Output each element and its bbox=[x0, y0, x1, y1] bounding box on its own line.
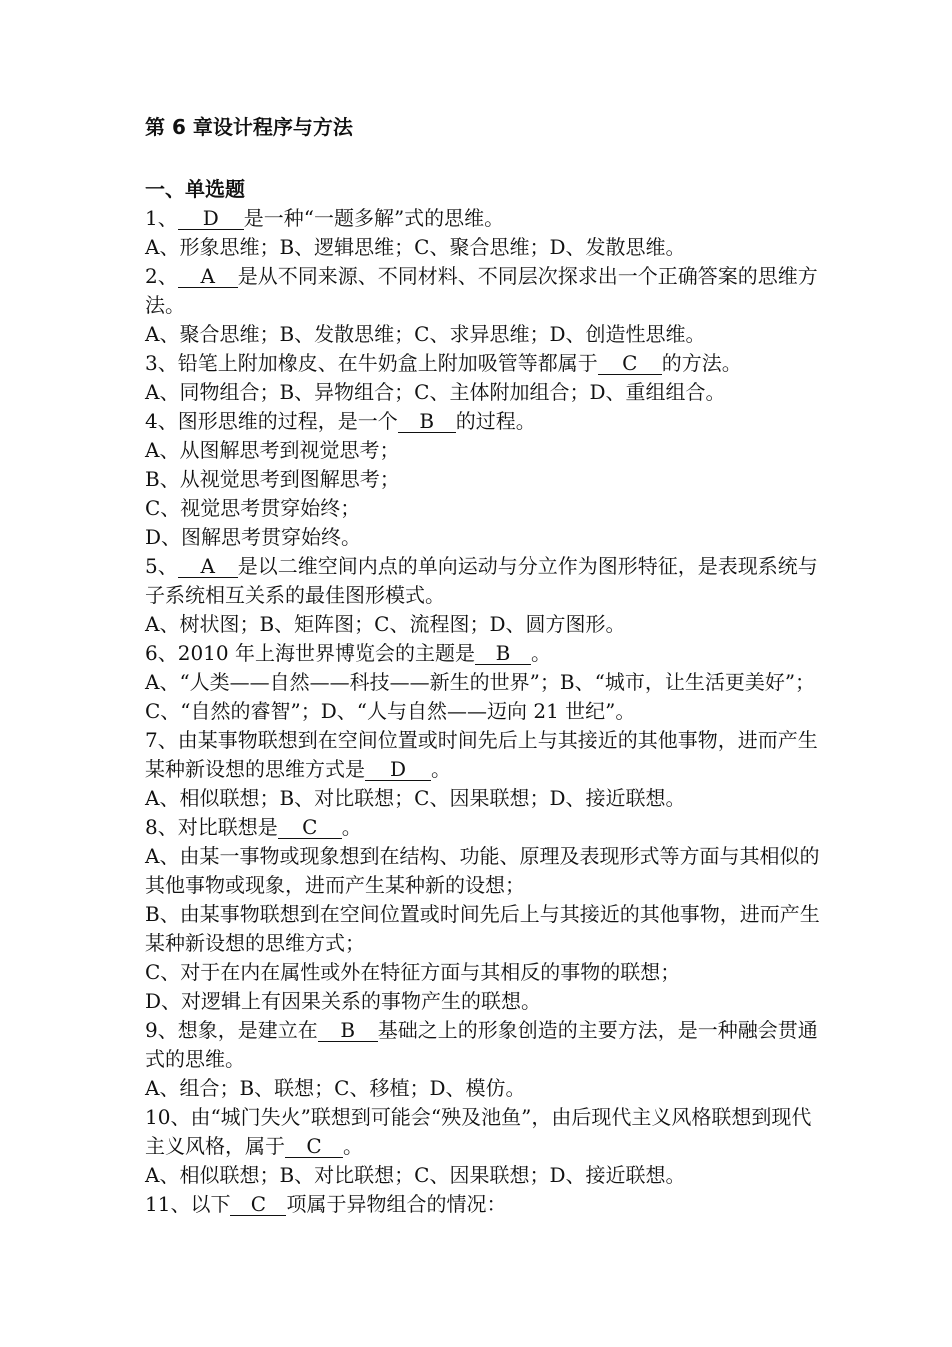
chapter-title: 第 6 章设计程序与方法 bbox=[145, 115, 353, 139]
option-line: C、视觉思考贯穿始终； bbox=[145, 496, 361, 520]
question-text: 。 bbox=[431, 757, 451, 781]
answer-blank: D bbox=[178, 207, 244, 230]
question-text: 2、 bbox=[145, 264, 178, 288]
question-text: 1、 bbox=[145, 206, 178, 230]
option-line: A、从图解思考到视觉思考； bbox=[145, 438, 400, 462]
question-text: 。 bbox=[341, 815, 362, 839]
question-text: 4、图形思维的过程，是一个 bbox=[145, 409, 398, 433]
question-9 bbox=[145, 1016, 825, 1074]
question-text: 8、对比联想是 bbox=[145, 815, 278, 839]
question-text: 10、由“城门失火”联想到可能会“殃及池鱼”，由后现代主义风格联想到现代主义风格，属于 bbox=[145, 1105, 812, 1158]
question-text: 。 bbox=[530, 641, 551, 665]
question-text: 。 bbox=[343, 1134, 363, 1158]
question-11 bbox=[145, 1190, 825, 1219]
option-line: A、相似联想；B、对比联想；C、因果联想；D、接近联想。 bbox=[145, 786, 686, 810]
option-line: A、“人类——自然——科技——新生的世界”；B、“城市，让生活更美好”；C、“自然的睿智”；D、“人与自然——迈向 21 世纪”。 bbox=[145, 670, 816, 723]
option-line: D、图解思考贯穿始终。 bbox=[145, 525, 362, 549]
question-10 bbox=[145, 1103, 825, 1161]
question-text: 11、以下 bbox=[145, 1192, 231, 1216]
option-line: A、由某一事物或现象想到在结构、功能、原理及表现形式等方面与其相似的其他事物或现象，进而产生某种新的设想； bbox=[145, 844, 820, 897]
question-text: 是从不同来源、不同材料、不同层次探求出一个正确答案的思维方法。 bbox=[145, 264, 818, 317]
answer-blank: B bbox=[475, 642, 531, 665]
answer-blank: A bbox=[178, 265, 238, 288]
question-2 bbox=[145, 262, 825, 320]
section-heading: 一、单选题 bbox=[145, 177, 245, 201]
answer-blank: C bbox=[278, 816, 342, 839]
question-text: 项属于异物组合的情况： bbox=[286, 1192, 507, 1216]
question-6 bbox=[145, 639, 825, 668]
question-7 bbox=[145, 726, 825, 784]
answer-blank: C bbox=[285, 1135, 343, 1158]
option-line: A、同物组合；B、异物组合；C、主体附加组合；D、重组组合。 bbox=[145, 380, 726, 404]
question-text: 是一种“一题多解”式的思维。 bbox=[243, 206, 505, 230]
question-text: 9、想象，是建立在 bbox=[145, 1018, 318, 1042]
answer-blank: C bbox=[230, 1193, 286, 1216]
answer-blank: B bbox=[398, 410, 456, 433]
question-1 bbox=[145, 204, 825, 233]
option-line: A、组合；B、联想；C、移植；D、模仿。 bbox=[145, 1076, 526, 1100]
question-5 bbox=[145, 552, 825, 610]
option-line: A、树状图；B、矩阵图；C、流程图；D、圆方图形。 bbox=[145, 612, 626, 636]
option-line: B、由某事物联想到在空间位置或时间先后上与其接近的其他事物，进而产生某种新设想的思维方式； bbox=[145, 902, 820, 955]
answer-blank: B bbox=[318, 1019, 378, 1042]
answer-blank: C bbox=[598, 352, 662, 375]
question-text: 是以二维空间内点的单向运动与分立作为图形特征，是表现系统与子系统相互关系的最佳图形模式。 bbox=[145, 554, 818, 607]
question-text: 的方法。 bbox=[661, 351, 742, 375]
question-text: 基础之上的形象创造的主要方法，是一种融会贯通式的思维。 bbox=[145, 1018, 818, 1071]
document-page bbox=[145, 112, 825, 1219]
question-8 bbox=[145, 813, 825, 842]
question-3 bbox=[145, 349, 825, 378]
option-line: A、聚合思维；B、发散思维；C、求异思维；D、创造性思维。 bbox=[145, 322, 706, 346]
question-text: 3、铅笔上附加橡皮、在牛奶盒上附加吸管等都属于 bbox=[145, 351, 598, 375]
question-text: 7、由某事物联想到在空间位置或时间先后上与其接近的其他事物，进而产生某种新设想的思维方式是 bbox=[145, 728, 818, 781]
question-text: 的过程。 bbox=[455, 409, 536, 433]
option-line: A、形象思维；B、逻辑思维；C、聚合思维；D、发散思维。 bbox=[145, 235, 686, 259]
answer-blank: A bbox=[178, 555, 238, 578]
option-line: C、对于在内在属性或外在特征方面与其相反的事物的联想； bbox=[145, 960, 681, 984]
answer-blank: D bbox=[365, 758, 431, 781]
option-line: D、对逻辑上有因果关系的事物产生的联想。 bbox=[145, 989, 542, 1013]
question-4 bbox=[145, 407, 825, 436]
question-text: 6、2010 年上海世界博览会的主题是 bbox=[145, 641, 475, 665]
option-line: B、从视觉思考到图解思考； bbox=[145, 467, 400, 491]
question-text: 5、 bbox=[145, 554, 178, 578]
option-line: A、相似联想；B、对比联想；C、因果联想；D、接近联想。 bbox=[145, 1163, 686, 1187]
